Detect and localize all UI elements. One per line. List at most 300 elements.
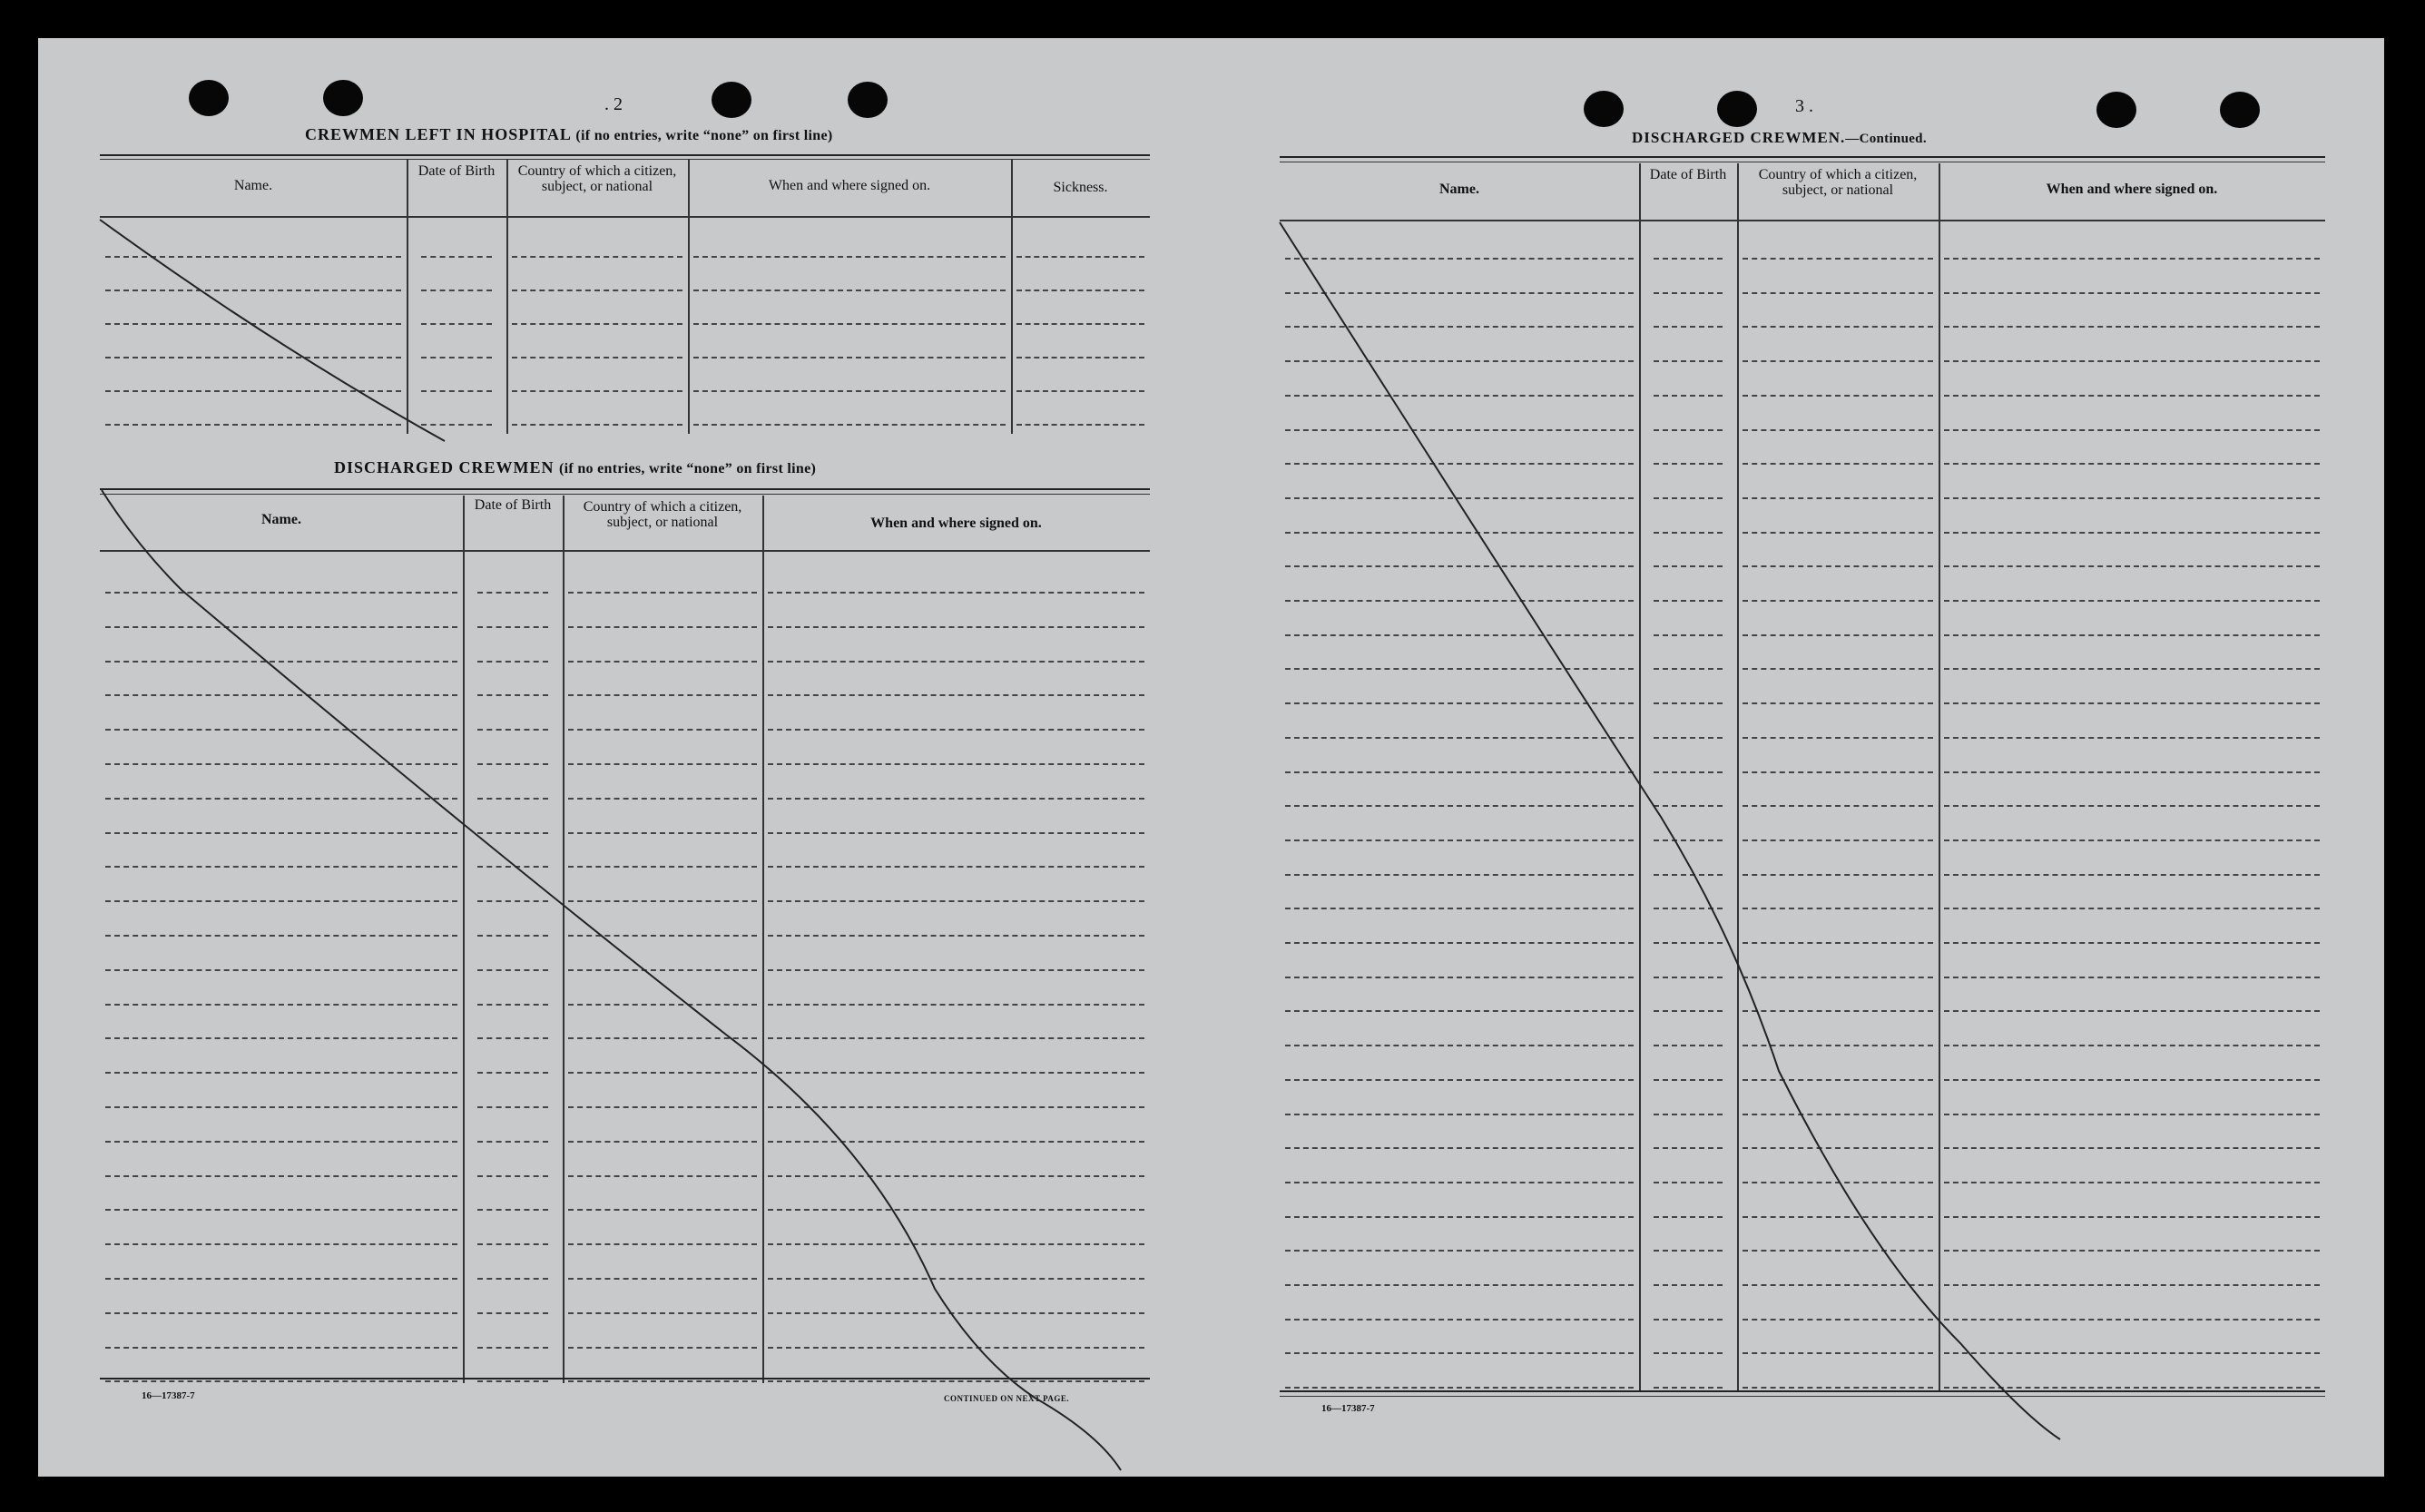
table-row-line [568,1312,757,1314]
table-row-line [768,1141,1144,1143]
table-row-line [1654,497,1723,499]
table-row-line [1944,292,2320,294]
table-row-line [568,1141,757,1143]
table-row-line [1743,874,1933,876]
table-row-line [1285,532,1634,534]
discharged-continued-suffix: —Continued. [1845,132,1927,146]
table-row-line [1285,634,1634,636]
table-row-line [1654,702,1723,704]
table-row-line [768,1312,1144,1314]
table-row-line [1654,395,1723,397]
table-row-line [693,323,1006,325]
table-row-line [477,592,548,594]
table-row-line [105,1004,457,1006]
table-row-line [1743,1319,1933,1321]
table-row-line [105,866,457,868]
table-row-line [1743,600,1933,602]
table-row-line [477,1037,548,1039]
table-row-line [768,1380,1144,1382]
table-row-line [1654,1010,1723,1012]
table-row-line [477,1209,548,1211]
table-row-line [1944,1147,2320,1149]
table-row-line [1944,326,2320,328]
table-row-line [477,626,548,628]
table-row-line [768,969,1144,971]
table-row-line [421,290,492,291]
table-row-line [768,729,1144,731]
table-row-line [1016,357,1144,358]
table-row-line [568,935,757,937]
column-divider [506,160,508,434]
table-row-line [1654,532,1723,534]
table-row-line [1944,668,2320,670]
table-row-line [105,935,457,937]
table-row-line [1743,908,1933,909]
table-row-line [1743,1284,1933,1286]
table-row-line [1285,292,1634,294]
table-row-line [1654,360,1723,362]
table-row-line [1285,326,1634,328]
table-row-line [1743,702,1933,704]
column-header: Date of Birth [1649,167,1727,182]
table-row-line [1654,908,1723,909]
column-divider [1939,163,1940,1392]
table-row-line [1285,1045,1634,1046]
hospital-top-rule-thin [100,159,1150,160]
table-row-line [105,1106,457,1108]
table-row-line [1743,395,1933,397]
table-row-line [1285,497,1634,499]
table-row-line [105,1380,457,1382]
table-row-line [1654,839,1723,841]
table-row-line [477,1347,548,1349]
table-row-line [693,390,1006,392]
table-row-line [568,1004,757,1006]
table-row-line [1944,532,2320,534]
table-row-line [1944,600,2320,602]
table-row-line [1654,1284,1723,1286]
column-header: Date of Birth [474,497,552,513]
table-row-line [512,290,682,291]
header-rule [100,216,1150,218]
table-row-line [421,424,492,426]
table-row-line [105,357,401,358]
table-row-line [1285,1216,1634,1218]
table-row-line [1743,565,1933,567]
table-row-line [477,798,548,800]
table-row-line [1654,1182,1723,1183]
table-row-line [1285,668,1634,670]
header-rule [100,550,1150,552]
table-row-line [1944,395,2320,397]
column-header: Date of Birth [417,163,496,179]
table-row-line [768,1209,1144,1211]
table-row-line [477,900,548,902]
table-row-line [1743,258,1933,260]
table-row-line [1654,668,1723,670]
table-row-line [1654,292,1723,294]
column-header: Country of which a citizen, subject, or national [1758,167,1918,198]
table-row-line [768,798,1144,800]
table-row-line [105,694,457,696]
table-row-line [105,661,457,663]
table-row-line [421,357,492,358]
table-row-line [105,626,457,628]
table-row-line [1654,600,1723,602]
punch-hole [848,82,888,118]
table-row-line [1944,1387,2320,1389]
table-row-line [568,1209,757,1211]
table-row-line [1743,292,1933,294]
discharged-section-title [334,458,816,477]
table-row-line [1944,1319,2320,1321]
table-row-line [1743,532,1933,534]
table-row-line [1944,429,2320,431]
table-row-line [1944,874,2320,876]
table-row-line [1944,258,2320,260]
punch-hole [189,80,229,116]
discharged-continued-title-text: DISCHARGED CREWMEN. [1632,129,1846,146]
table-row-line [421,390,492,392]
table-row-line [768,935,1144,937]
table-row-line [1743,463,1933,465]
column-header: Country of which a citizen, subject, or national [517,163,677,194]
table-row-line [1944,771,2320,773]
table-row-line [1285,429,1634,431]
table-row-line [105,969,457,971]
table-row-line [105,1209,457,1211]
table-row-line [1285,702,1634,704]
table-row-line [693,290,1006,291]
table-row-line [1944,463,2320,465]
table-row-line [568,763,757,765]
table-row-line [1743,1114,1933,1115]
discharged-top-rule-thin [100,494,1150,495]
table-row-line [568,1278,757,1280]
punch-hole [323,80,363,116]
table-row-line [568,694,757,696]
table-row-line [768,661,1144,663]
continued-note: CONTINUED ON NEXT PAGE. [944,1394,1070,1403]
table-row-line [1743,1182,1933,1183]
column-header: When and where signed on. [768,178,931,193]
table-row-line [768,1347,1144,1349]
table-row-line [1285,258,1634,260]
table-row-line [693,256,1006,258]
table-row-line [1654,429,1723,431]
table-row-line [1944,360,2320,362]
table-row-line [1944,737,2320,739]
punch-hole [2220,92,2260,128]
table-row-line [1285,1182,1634,1183]
column-divider [463,496,465,1383]
punch-hole [1584,91,1624,127]
table-row-line [477,729,548,731]
table-row-line [1743,429,1933,431]
table-row-line [105,832,457,834]
table-row-line [105,1312,457,1314]
table-row-line [105,256,401,258]
table-row-line [477,1141,548,1143]
column-divider [1639,163,1641,1392]
right-bottom-rule [1280,1390,2325,1392]
table-row-line [1944,1079,2320,1081]
table-row-line [1285,1284,1634,1286]
table-row-line [1944,1114,2320,1115]
table-row-line [1654,1045,1723,1046]
table-row-line [1944,702,2320,704]
table-row-line [568,832,757,834]
table-row-line [768,694,1144,696]
table-row-line [768,1106,1144,1108]
column-divider [407,160,408,434]
table-row-line [1016,390,1144,392]
table-row-line [1944,634,2320,636]
table-row-line [568,798,757,800]
discharged-title-text: DISCHARGED CREWMEN [334,458,555,476]
table-row-line [1944,565,2320,567]
table-row-line [1285,737,1634,739]
table-row-line [105,729,457,731]
table-row-line [421,323,492,325]
column-divider [762,496,764,1383]
document-sheet [38,38,2384,1477]
table-row-line [1944,1182,2320,1183]
table-row-line [105,323,401,325]
table-row-line [568,626,757,628]
table-row-line [1016,323,1144,325]
table-row-line [1285,1114,1634,1115]
table-row-line [1944,1010,2320,1012]
page-number-left: . 2 [604,94,623,114]
discharged-instruction: (if no entries, write “none” on first line) [559,461,817,476]
table-row-line [1944,497,2320,499]
table-row-line [568,1175,757,1177]
table-row-line [1016,424,1144,426]
table-row-line [1654,942,1723,944]
table-row-line [1285,565,1634,567]
column-header: Name. [1439,182,1479,197]
table-row-line [477,969,548,971]
table-row-line [1654,737,1723,739]
right-bottom-rule-thin [1280,1396,2325,1397]
table-row-line [1285,395,1634,397]
table-row-line [1285,977,1634,978]
table-row-line [768,1243,1144,1245]
table-row-line [1285,1387,1634,1389]
table-row-line [1285,874,1634,876]
table-row-line [477,1175,548,1177]
table-row-line [1743,771,1933,773]
table-row-line [1743,634,1933,636]
table-row-line [1944,839,2320,841]
table-row-line [768,1037,1144,1039]
table-row-line [693,357,1006,358]
table-row-line [1654,326,1723,328]
hospital-section-title [305,125,832,144]
table-row-line [568,661,757,663]
table-row-line [105,1278,457,1280]
table-row-line [105,798,457,800]
table-row-line [105,763,457,765]
table-row-line [1743,1387,1933,1389]
table-row-line [105,1037,457,1039]
table-row-line [477,1312,548,1314]
table-row-line [477,1380,548,1382]
table-row-line [1743,668,1933,670]
table-row-line [477,1004,548,1006]
table-row-line [1654,1250,1723,1252]
table-row-line [1654,1216,1723,1218]
table-row-line [1654,977,1723,978]
table-row-line [512,424,682,426]
table-row-line [105,1141,457,1143]
table-row-line [1016,256,1144,258]
table-row-line [1944,977,2320,978]
table-row-line [768,1175,1144,1177]
table-row-line [1944,1250,2320,1252]
table-row-line [1285,771,1634,773]
discharged-bottom-rule [100,1378,1150,1379]
table-row-line [1743,1010,1933,1012]
table-row-line [105,390,401,392]
column-divider [563,496,565,1383]
table-row-line [768,900,1144,902]
table-row-line [1285,360,1634,362]
table-row-line [768,763,1144,765]
header-rule [1280,220,2325,221]
table-row-line [1285,1250,1634,1252]
table-row-line [1285,908,1634,909]
table-row-line [1743,805,1933,807]
table-row-line [512,357,682,358]
column-divider [1737,163,1739,1392]
table-row-line [477,832,548,834]
table-row-line [477,935,548,937]
table-row-line [105,592,457,594]
column-divider [1011,160,1013,434]
table-row-line [1944,1045,2320,1046]
table-row-line [1944,908,2320,909]
table-row-line [1654,1147,1723,1149]
table-row-line [512,323,682,325]
punch-hole [1717,91,1757,127]
table-row-line [1285,839,1634,841]
table-row-line [477,866,548,868]
table-row-line [1743,942,1933,944]
table-row-line [1285,600,1634,602]
table-row-line [1654,874,1723,876]
table-row-line [105,900,457,902]
table-row-line [105,1347,457,1349]
table-row-line [477,1243,548,1245]
punch-hole [712,82,751,118]
table-row-line [568,1037,757,1039]
table-row-line [1654,634,1723,636]
table-row-line [568,1380,757,1382]
table-row-line [105,1072,457,1074]
table-row-line [1654,258,1723,260]
table-row-line [1944,1216,2320,1218]
table-row-line [1285,942,1634,944]
table-row-line [693,424,1006,426]
column-header: Sickness. [1053,180,1108,195]
table-row-line [568,729,757,731]
table-row-line [1743,1216,1933,1218]
hospital-instruction: (if no entries, write “none” on first line) [575,128,833,143]
table-row-line [477,694,548,696]
table-row-line [512,256,682,258]
table-row-line [568,1347,757,1349]
table-row-line [1654,1114,1723,1115]
table-row-line [1654,771,1723,773]
table-row-line [105,1243,457,1245]
table-row-line [568,866,757,868]
table-row-line [105,290,401,291]
table-row-line [568,1106,757,1108]
table-row-line [1285,1319,1634,1321]
column-header: Country of which a citizen, subject, or national [583,499,742,530]
table-row-line [1654,565,1723,567]
table-row-line [1743,1147,1933,1149]
table-row-line [477,1106,548,1108]
table-row-line [1743,1250,1933,1252]
table-row-line [1743,497,1933,499]
table-row-line [1285,1147,1634,1149]
column-header: When and where signed on. [2046,182,2218,197]
discharged-top-rule [100,488,1150,490]
table-row-line [768,592,1144,594]
table-row-line [768,832,1144,834]
table-row-line [768,1072,1144,1074]
table-row-line [1654,1387,1723,1389]
table-row-line [477,661,548,663]
page-number-right: 3 . [1795,96,1813,116]
hospital-title-text: CREWMEN LEFT IN HOSPITAL [305,125,571,143]
column-divider [688,160,690,434]
table-row-line [768,1278,1144,1280]
table-row-line [105,424,401,426]
column-header: Name. [261,512,301,527]
table-row-line [1654,1079,1723,1081]
form-number-right: 16—17387-7 [1321,1403,1375,1414]
table-row-line [477,1072,548,1074]
right-top-rule [1280,156,2325,158]
table-row-line [477,1278,548,1280]
table-row-line [568,969,757,971]
table-row-line [1944,1284,2320,1286]
table-row-line [1743,1352,1933,1354]
table-row-line [477,763,548,765]
form-number-left: 16—17387-7 [142,1390,195,1401]
column-header: Name. [233,178,273,193]
table-row-line [768,1004,1144,1006]
table-row-line [1944,805,2320,807]
table-row-line [1016,290,1144,291]
hospital-top-rule [100,154,1150,156]
table-row-line [421,256,492,258]
table-row-line [568,900,757,902]
table-row-line [1743,737,1933,739]
table-row-line [1285,1352,1634,1354]
table-row-line [1285,805,1634,807]
table-row-line [1654,1352,1723,1354]
column-header: When and where signed on. [870,515,1042,531]
table-row-line [568,1072,757,1074]
table-row-line [1743,839,1933,841]
discharged-continued-title [1632,129,1927,147]
table-row-line [768,626,1144,628]
